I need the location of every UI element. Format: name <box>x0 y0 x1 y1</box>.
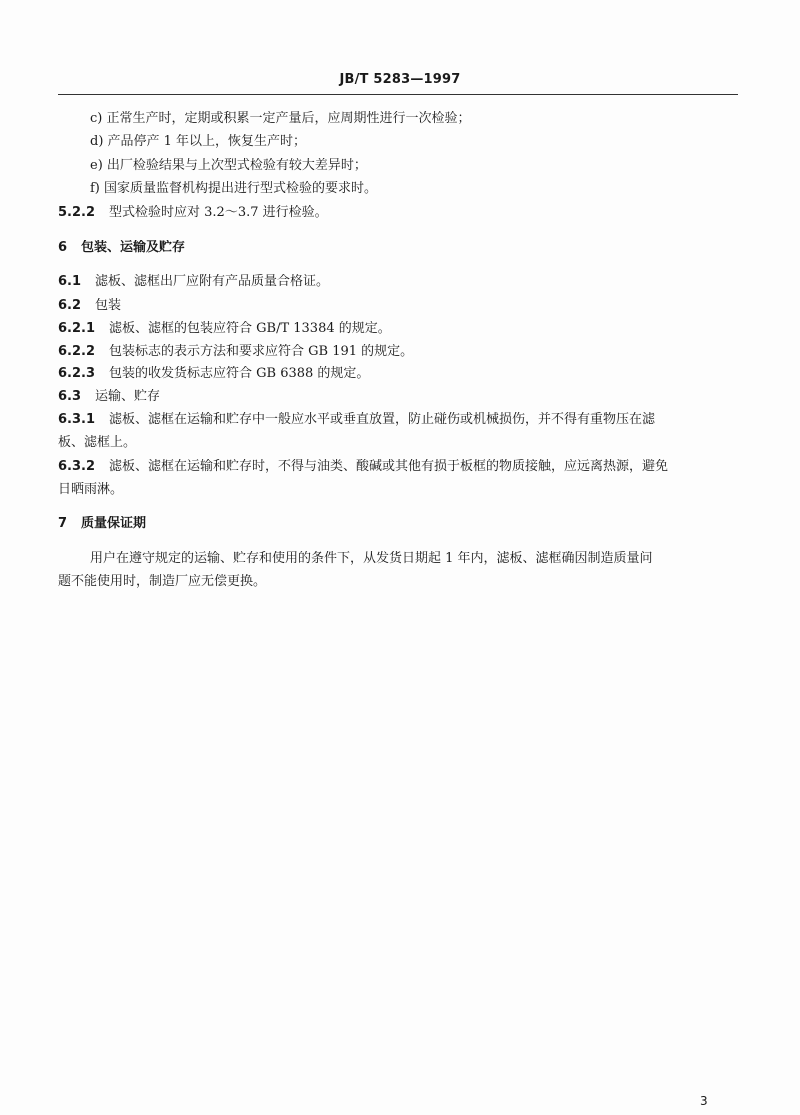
section-7-paragraph-line-1: 用户在遵守规定的运输、贮存和使用的条件下，从发货日期起 1 年内，滤板、滤框确因制造质量问 <box>90 551 653 566</box>
section-7-heading <box>58 516 738 532</box>
clause-6-3 <box>58 389 738 405</box>
clause-text: 滤板、滤框在运输和贮存中一般应水平或垂直放置，防止碰伤或机械损伤，并不得有重物压在滤 <box>109 412 656 427</box>
list-item-f: f) 国家质量监督机构提出进行型式检验的要求时。 <box>90 181 378 196</box>
section-7-paragraph-line-2: 题不能使用时，制造厂应无偿更换。 <box>58 574 267 589</box>
clause-number: 6.3.2 <box>58 459 96 474</box>
clause-text: 滤板、滤框在运输和贮存时，不得与油类、酸碱或其他有损于板框的物质接触，应远离热源，避免 <box>109 459 669 474</box>
clause-6-2-1 <box>58 321 738 337</box>
clause-6-2-3 <box>58 366 738 382</box>
clause-6-2-2 <box>58 344 738 360</box>
section-6-heading <box>58 240 738 256</box>
section-number: 7 <box>58 516 68 531</box>
standard-header: JB/T 5283—1997 <box>339 72 461 87</box>
clause-text: 包装标志的表示方法和要求应符合 GB 191 的规定。 <box>109 344 414 359</box>
clause-number: 6.2.1 <box>58 321 96 336</box>
header-rule <box>58 94 738 95</box>
clause-number: 6.3.1 <box>58 412 96 427</box>
clause-text: 滤板、滤框出厂应附有产品质量合格证。 <box>95 274 330 289</box>
clause-6-1 <box>58 274 738 290</box>
clause-text: 包装的收发货标志应符合 GB 6388 的规定。 <box>109 366 370 381</box>
page-number: 3 <box>700 1094 708 1108</box>
clause-number: 5.2.2 <box>58 205 96 220</box>
clause-6-3-1 <box>58 412 738 428</box>
clause-number: 6.3 <box>58 389 82 404</box>
clause-text: 包装 <box>95 298 122 313</box>
clause-number: 6.2.3 <box>58 366 96 381</box>
clause-number: 6.2 <box>58 298 82 313</box>
list-item-e: e) 出厂检验结果与上次型式检验有较大差异时； <box>90 158 367 173</box>
section-title: 包装、运输及贮存 <box>81 240 186 255</box>
clause-5-2-2 <box>58 205 738 221</box>
section-number: 6 <box>58 240 68 255</box>
clause-6-2 <box>58 298 738 314</box>
section-title: 质量保证期 <box>81 516 147 531</box>
clause-text: 滤板、滤框的包装应符合 GB/T 13384 的规定。 <box>109 321 391 336</box>
clause-6-3-1-continuation: 板、滤框上。 <box>58 435 137 450</box>
clause-text: 运输、贮存 <box>95 389 161 404</box>
clause-number: 6.2.2 <box>58 344 96 359</box>
clause-6-3-2-continuation: 日晒雨淋。 <box>58 482 124 497</box>
clause-text: 型式检验时应对 3.2～3.7 进行检验。 <box>109 205 328 220</box>
clause-6-3-2 <box>58 459 738 475</box>
clause-number: 6.1 <box>58 274 82 289</box>
list-item-c: c) 正常生产时，定期或积累一定产量后，应周期性进行一次检验； <box>90 111 471 126</box>
list-item-d: d) 产品停产 1 年以上，恢复生产时； <box>90 134 307 149</box>
